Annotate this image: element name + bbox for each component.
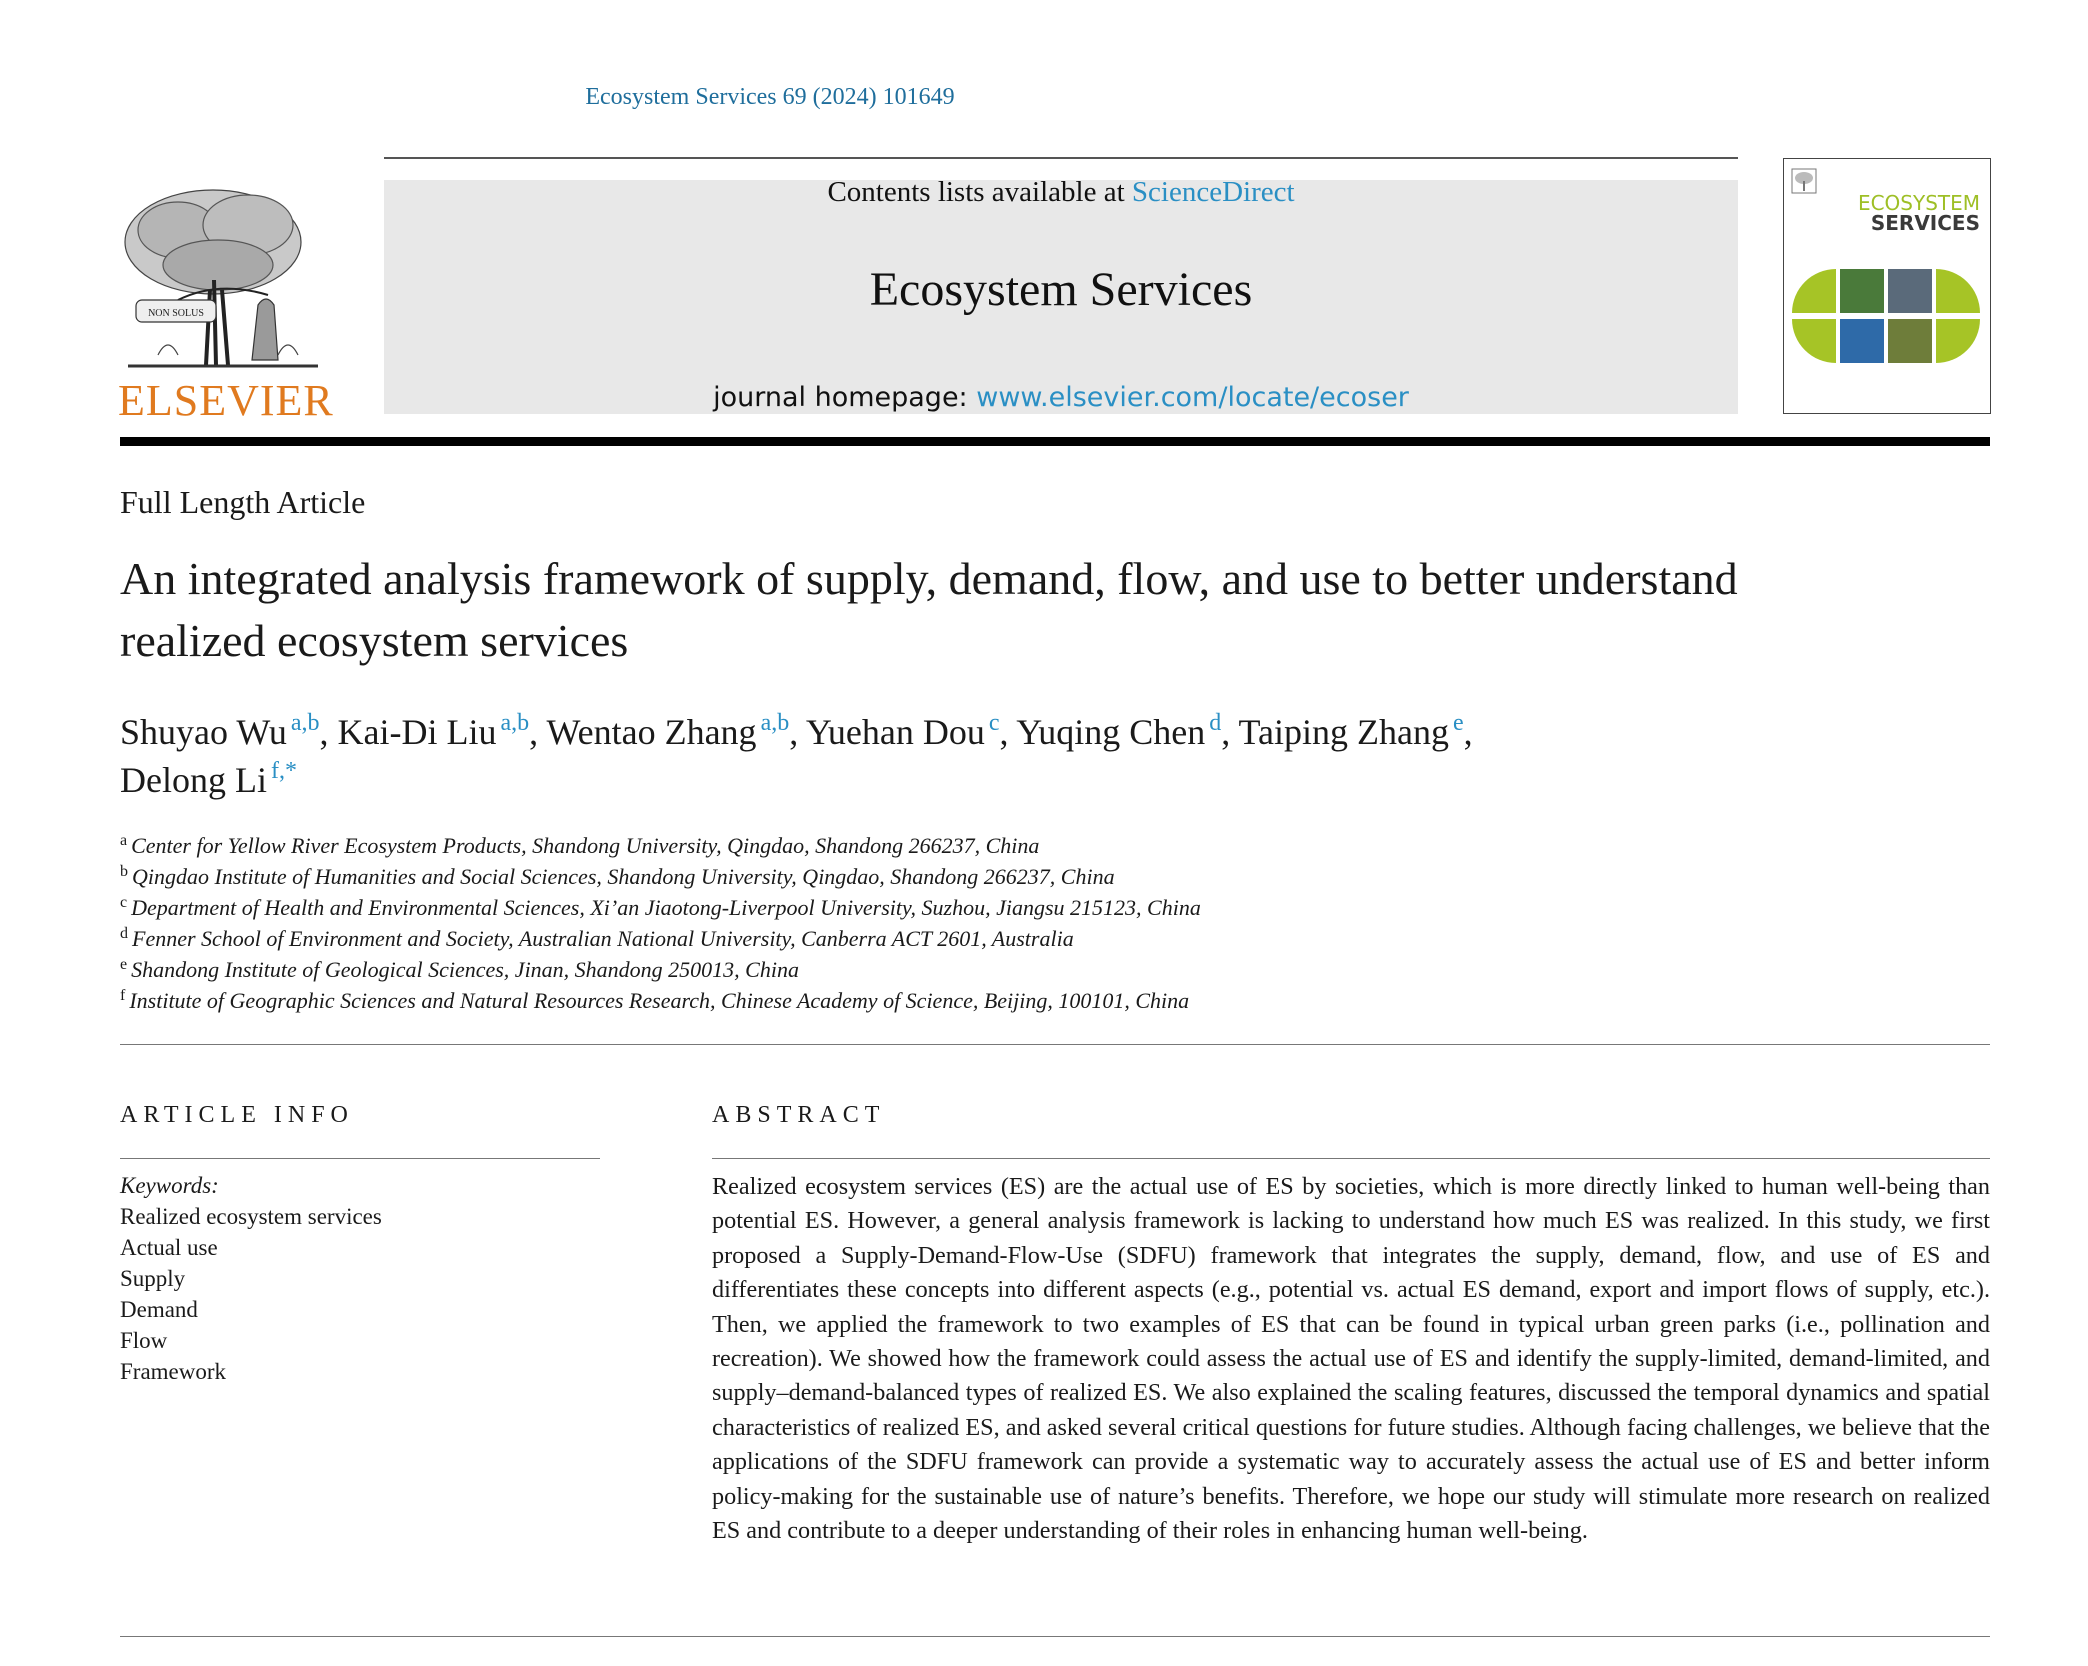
- author[interactable]: [547, 712, 790, 752]
- affiliation-mark: a: [120, 832, 128, 849]
- author-name: Wentao Zhang: [546, 712, 757, 752]
- tree-logo-icon: [118, 180, 330, 375]
- cover-title-line2: SERVICES: [1870, 211, 1980, 235]
- contents-prefix: Contents lists available at: [827, 176, 1132, 208]
- affiliation-item: [120, 861, 1201, 892]
- journal-cover[interactable]: [1783, 158, 1991, 414]
- affiliation-text: Shandong Institute of Geological Sciences, Jinan, Shandong 250013, China: [131, 957, 799, 982]
- affiliation-mark: b: [120, 863, 128, 880]
- author-separator: ,: [529, 712, 547, 752]
- affiliation-item: [120, 830, 1201, 861]
- author[interactable]: [1016, 712, 1221, 752]
- affiliation-list: [120, 830, 1201, 1016]
- bottom-rule: [120, 1636, 1990, 1637]
- affiliation-text: Department of Health and Environmental Sciences, Xi’an Jiaotong-Liverpool University, Suzhou, Jiangsu 215123, China: [131, 895, 1201, 920]
- affiliations-rule: [120, 1044, 1990, 1045]
- author-affiliation-marks[interactable]: d: [1209, 710, 1222, 736]
- cover-art-icon: [1792, 269, 1982, 364]
- author-separator: ,: [319, 712, 338, 752]
- affiliation-item: [120, 923, 1201, 954]
- author-affiliation-marks[interactable]: e: [1452, 710, 1464, 736]
- affiliation-mark: f: [120, 987, 126, 1004]
- author-affiliation-marks[interactable]: a,b: [500, 710, 530, 736]
- author-affiliation-marks[interactable]: a,b: [290, 710, 320, 736]
- affiliation-item: [120, 954, 1201, 985]
- author-name: Taiping Zhang: [1238, 712, 1449, 752]
- keyword-item: Realized ecosystem services: [120, 1204, 382, 1229]
- author[interactable]: [120, 712, 320, 752]
- keyword-item: Demand: [120, 1297, 198, 1322]
- keywords-label: Keywords:: [120, 1173, 219, 1198]
- author-affiliation-marks[interactable]: f,*: [270, 758, 297, 784]
- author-separator: ,: [1463, 712, 1473, 752]
- journal-title: Ecosystem Services: [869, 263, 1253, 316]
- cover-publisher-mark-icon: [1790, 167, 1818, 195]
- homepage-link[interactable]: www.elsevier.com/locate/ecoser: [976, 382, 1409, 413]
- author-name: Shuyao Wu: [120, 712, 287, 752]
- affiliation-mark: d: [120, 925, 128, 942]
- homepage-prefix: journal homepage:: [713, 382, 977, 413]
- keyword-item: Framework: [120, 1359, 227, 1384]
- affiliation-mark: c: [120, 894, 128, 911]
- author-name: Yuehan Dou: [805, 712, 985, 752]
- author[interactable]: [120, 760, 297, 800]
- keyword-item: Actual use: [120, 1235, 218, 1260]
- affiliation-mark: e: [120, 956, 128, 973]
- keywords-block: [120, 1170, 382, 1387]
- affiliation-text: Qingdao Institute of Humanities and Social Sciences, Shandong University, Qingdao, Shandong 266237, China: [132, 864, 1115, 889]
- article-info-heading: ARTICLE INFO: [120, 1102, 354, 1128]
- homepage-line: [384, 382, 1738, 413]
- affiliation-item: [120, 892, 1201, 923]
- author-name: Kai-Di Liu: [337, 712, 497, 752]
- affiliation-text: Institute of Geographic Sciences and Natural Resources Research, Chinese Academy of Science, Beijing, 100101, China: [129, 988, 1190, 1013]
- abstract-heading: ABSTRACT: [712, 1102, 886, 1128]
- article-info-rule: [120, 1158, 600, 1159]
- abstract-rule: [712, 1158, 1990, 1159]
- author-affiliation-marks[interactable]: a,b: [760, 710, 790, 736]
- sciencedirect-link[interactable]: ScienceDirect: [1131, 176, 1295, 208]
- keyword-item: Supply: [120, 1266, 186, 1291]
- author-separator: ,: [789, 712, 806, 752]
- publisher-name: ELSEVIER: [118, 376, 334, 425]
- top-rule: [384, 157, 1738, 159]
- author-name: Yuqing Chen: [1016, 712, 1206, 752]
- running-head[interactable]: Ecosystem Services 69 (2024) 101649: [585, 84, 955, 110]
- contents-line: [384, 176, 1738, 209]
- author[interactable]: [806, 712, 1000, 752]
- author[interactable]: [338, 712, 530, 752]
- article-type: Full Length Article: [120, 484, 366, 520]
- author-separator: ,: [999, 712, 1017, 752]
- author-affiliation-marks[interactable]: c: [988, 710, 1000, 736]
- abstract-text: Realized ecosystem services (ES) are the actual use of ES by societies, which is more directly linked to human well-being than potential ES. However, a general analysis framework is lacking to understand how much ES was realized. In this study, we first proposed a Supply-Demand-Flow-Use (SDFU) framework that integrates the supply, demand, flow, and use of ES and differentiates these concepts into different aspects (e.g., potential vs. actual ES demand, export and import flows of supply, etc.). Then, we applied the framework to two examples of ES that can be found in typical urban green parks (i.e., pollination and recreation). We showed how the framework could assess the actual use of ES and identify the supply-limited, demand-limited, and supply–demand-balanced types of realized ES. We also explained the scaling features, discussed the temporal dynamics and spatial characteristics of realized ES, and asked several critical questions for future studies. Although facing challenges, we believe that the applications of the SDFU framework can provide a systematic way to accurately assess the actual use of ES and better inform policy-making for the sustainable use of nature’s benefits. Therefore, we hope our study will stimulate more research on realized ES and contribute to a deeper understanding of their roles in enhancing human well-being.: [712, 1173, 1990, 1545]
- cover-title-line1: ECOSYSTEM: [1857, 191, 1980, 215]
- header-thick-rule: [120, 437, 1990, 446]
- affiliation-item: [120, 985, 1201, 1016]
- affiliation-text: Center for Yellow River Ecosystem Products, Shandong University, Qingdao, Shandong 266237, China: [131, 833, 1040, 858]
- author-list: [120, 708, 1800, 804]
- author-separator: ,: [1221, 712, 1239, 752]
- svg-text:NON SOLUS: NON SOLUS: [148, 308, 204, 319]
- author[interactable]: [1239, 712, 1464, 752]
- affiliation-text: Fenner School of Environment and Society, Australian National University, Canberra ACT 2601, Australia: [132, 926, 1074, 951]
- article-title: An integrated analysis framework of supply, demand, flow, and use to better understand realized ecosystem services: [120, 553, 1738, 666]
- keyword-item: Flow: [120, 1328, 168, 1353]
- author-name: Delong Li: [120, 760, 267, 800]
- cover-title: [1784, 193, 1980, 233]
